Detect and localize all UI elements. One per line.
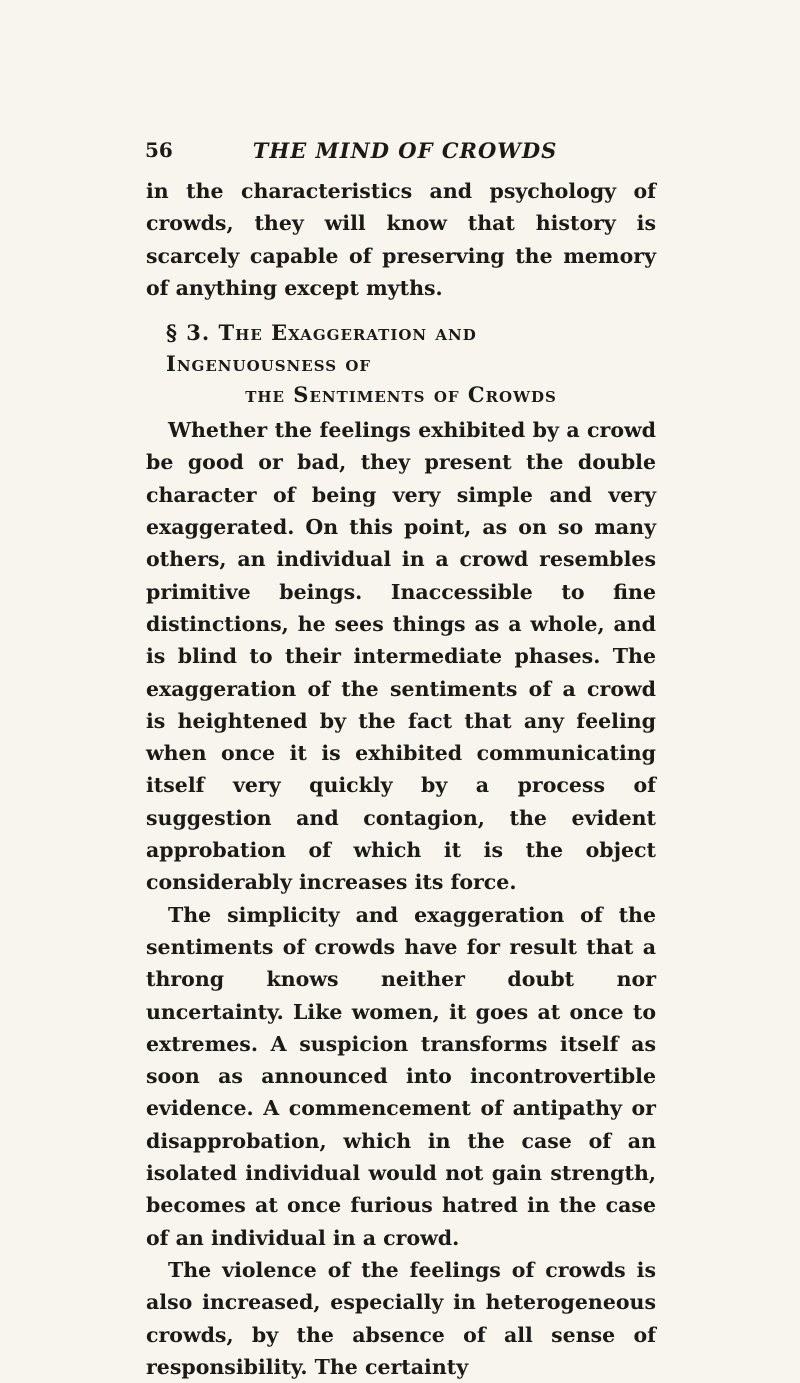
running-title: THE MIND OF CROWDS [252, 138, 558, 163]
page-number: 56 [145, 138, 173, 162]
section-heading [146, 317, 656, 410]
paragraph: The violence of the feelings of crowds is also increased, especially in heterogeneous crowds, by the absence of all sense of responsibility. The certainty [146, 1257, 656, 1379]
paragraph: The simplicity and exaggeration of the sentiments of crowds have for result that a throng knows neither doubt nor uncertainty. Like women, it goes at once to extremes. A suspicion transforms itself as soon as announced into incontrovertible evidence. A commencement of antipathy or disapprobation, which in the case of an isolated individual would not gain strength, becomes at once furious hatred in the case of an individual in a crowd. [146, 902, 656, 1250]
page-header [145, 138, 665, 168]
section-heading-line-1: § 3. The Exaggeration and Ingenuousness of [166, 320, 477, 377]
page-body [146, 175, 656, 1383]
opening-paragraph: in the characteristics and psychology of crowds, they will know that history is scarcely capable of preserving the memory of anything except myths. [146, 179, 656, 300]
paragraph: Whether the feelings exhibited by a crowd be good or bad, they present the double character of being very simple and very exaggerated. On this point, as on so many others, an individual in a crowd resembles primitive beings. Inaccessible to fine distinctions, he sees things as a whole, and is blind to their intermediate phases. The exaggeration of the sentiments of a crowd is heightened by the fact that any feeling when once it is exhibited communicating itself very quickly by a process of suggestion and contagion, the evident approbation of which it is the object considerably increases its force. [146, 418, 656, 895]
section-heading-line-2: the Sentiments of Crowds [245, 382, 557, 408]
